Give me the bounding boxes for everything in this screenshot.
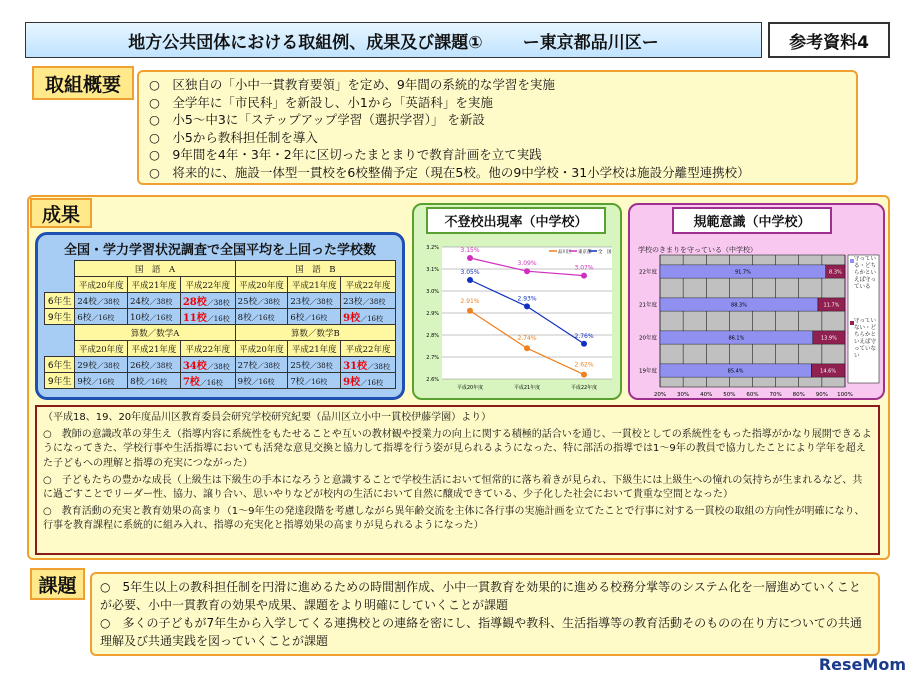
school-count: 9校: [343, 377, 361, 388]
data-label: 88.3%: [731, 302, 747, 309]
effects-item: ○ 教師の意識改革の芽生え（指導内容に系統性をもたせることや互いの教材観や授業力の向上に関する積極的話合いを通じ、一貫校としての系統性をもった指導がかなり展開できるようになってきた、学校行事や生活指導においても活発な意見交換と協力して指導を行う姿が見られるようになった、特に部活の指導では1～9年の教員で協力したことにより学年を超えた子どもへの理解と指導の充実につながった）: [43, 429, 872, 469]
blank-cell: [45, 261, 75, 277]
blank-cell: [45, 341, 75, 357]
effects-text: [35, 405, 880, 555]
table-cell: [75, 357, 128, 373]
y-tick-label: 2.7%: [426, 355, 439, 361]
overview-item: ○ 区独自の「小中一貫教育要領」を定め、9年間の系統的な学習を実施: [149, 77, 555, 92]
bar-chart-subtitle: 学校のきまりを守っている（中学校）: [638, 246, 757, 254]
overview-item: ○ 将来的に、施設一体型一貫校を6校整備予定（現在5校。他の9中学校・31小学校は施設分離型連携校）: [149, 164, 750, 180]
line-chart-title: 不登校出現率（中学校）: [426, 207, 606, 234]
data-point: [524, 303, 530, 309]
table-cell: [288, 373, 341, 389]
y-tick-label: 22年度: [639, 269, 657, 276]
y-tick-label: 2.9%: [426, 311, 439, 317]
y-tick-label: 21年度: [639, 302, 657, 309]
x-tick-label: 70%: [769, 392, 782, 398]
bar-chart: [630, 251, 883, 401]
year-header: 平成20年度: [235, 277, 288, 293]
data-label: 91.7%: [734, 269, 751, 276]
school-count: 24校: [130, 296, 150, 307]
school-count: 24校: [77, 296, 97, 307]
data-label: 3.15%: [460, 247, 480, 254]
school-total: ／16校: [304, 377, 328, 386]
school-total: ／38校: [257, 361, 280, 370]
school-count: 11校: [182, 313, 207, 324]
y-tick-label: 3.2%: [426, 245, 439, 251]
school-total: ／38校: [149, 361, 173, 370]
table-cell: [180, 309, 235, 325]
legend-label: 守っている・どちらかといえば守っている: [854, 256, 877, 290]
school-count: 31校: [343, 361, 368, 372]
table-cell: [341, 293, 396, 309]
school-count: 8校: [237, 312, 252, 323]
table-cell: [75, 309, 128, 325]
school-count: 29校: [77, 360, 97, 371]
reference-label: 参考資料4: [768, 22, 890, 58]
school-total: ／16校: [91, 377, 115, 386]
school-count: 10校: [130, 312, 150, 323]
school-total: ／38校: [206, 299, 230, 307]
legend-label: 全 国: [598, 250, 612, 255]
school-total: ／16校: [304, 313, 328, 322]
x-tick-label: 平成20年度: [456, 385, 484, 391]
school-total: ／16校: [199, 379, 223, 387]
school-total: ／16校: [360, 379, 383, 387]
school-total: ／16校: [91, 313, 115, 322]
table-title: 全国・学力学習状況調査で全国平均を上回った学校数: [63, 243, 376, 258]
x-tick-label: 30%: [677, 392, 690, 398]
year-header: 平成22年度: [180, 277, 235, 293]
y-tick-label: 2.6%: [426, 377, 439, 383]
data-point: [524, 345, 530, 351]
school-total: ／38校: [362, 297, 386, 306]
school-count: 25校: [237, 296, 257, 307]
school-total: ／38校: [309, 297, 333, 306]
table-cell: [235, 357, 288, 373]
school-count: 8校: [130, 376, 145, 387]
absence-chart-panel: [412, 203, 622, 400]
score-table-panel: [35, 232, 405, 400]
overview-label: 取組概要: [32, 66, 134, 100]
school-count: 23校: [290, 296, 310, 307]
data-label: 11.7%: [823, 302, 840, 309]
x-tick-label: 平成22年度: [570, 385, 598, 391]
year-header: 平成21年度: [288, 277, 341, 293]
results-label: 成果: [30, 198, 92, 228]
table-cell: [180, 373, 235, 389]
overview-item: ○ 全学年に「市民科」を新設し、小1から「英語科」を実施: [149, 94, 493, 110]
y-tick-label: 3.1%: [426, 267, 439, 273]
legend-label: 守っていない・どちらかといえば守っていない: [854, 318, 877, 359]
y-tick-label: 19年度: [639, 368, 657, 375]
school-total: ／38校: [96, 297, 120, 306]
table-cell: [341, 357, 396, 373]
table-cell: [235, 309, 288, 325]
school-count: 34校: [182, 361, 207, 372]
school-total: ／38校: [96, 361, 120, 370]
year-header: 平成22年度: [180, 341, 235, 357]
table-cell: [128, 293, 181, 309]
data-point: [467, 308, 473, 314]
y-tick-label: 3.0%: [426, 289, 439, 295]
school-total: ／16校: [360, 315, 383, 323]
overview-item: ○ 小5～中3に「ステップアップ学習（選択学習）」 を新設: [149, 112, 485, 127]
x-tick-label: 40%: [700, 392, 713, 398]
issue-item: ○ 5年生以上の教科担任制を円滑に進めるための時間割作成、小中一貫教育を効果的に進める校務分掌等のシステム化を一層進めていくことが必要、小中一貫教育の効果や成果、課題をより明確にしていくことが課題: [100, 580, 861, 612]
data-label: 2.74%: [517, 335, 537, 343]
table-cell: [288, 309, 341, 325]
overview-box: [137, 70, 858, 185]
table-cell: [341, 309, 396, 325]
table-cell: [75, 373, 128, 389]
data-label: 3.07%: [574, 264, 594, 272]
school-count: 6校: [77, 312, 92, 323]
table-cell: [288, 293, 341, 309]
legend-label: 東京都: [578, 250, 592, 255]
data-label: 2.93%: [517, 295, 537, 303]
year-header: 平成20年度: [75, 277, 128, 293]
blank-cell: [45, 325, 75, 341]
year-header: 平成21年度: [128, 277, 181, 293]
grade-label: 6年生: [45, 293, 75, 309]
year-header: 平成22年度: [341, 277, 396, 293]
data-label: 3.05%: [460, 269, 480, 276]
data-label: 2.91%: [460, 297, 480, 305]
school-total: ／38校: [206, 363, 230, 371]
x-tick-label: 60%: [746, 392, 759, 398]
grade-label: 9年生: [45, 373, 75, 389]
school-count: 7校: [290, 376, 305, 387]
school-count: 26校: [130, 360, 150, 371]
subject-header: 算数／数学A: [75, 325, 235, 341]
table-cell: [180, 357, 235, 373]
school-count: 7校: [182, 377, 200, 388]
table-cell: [180, 293, 235, 309]
overview-item: ○ 小5から教科担任制を導入: [149, 129, 318, 145]
table-cell: [288, 357, 341, 373]
norm-chart-panel: [628, 203, 885, 400]
overview-item: ○ 9年間を4年・3年・2年に区切ったまとまりで教育計画を立て実践: [149, 147, 542, 162]
region-text: ー東京都品川区ー: [522, 32, 659, 53]
x-tick-label: 平成21年度: [513, 385, 541, 391]
x-tick-label: 20%: [653, 392, 667, 398]
year-header: 平成20年度: [235, 341, 288, 357]
data-label: 14.6%: [820, 368, 837, 375]
data-point: [467, 255, 473, 261]
table-cell: [341, 373, 396, 389]
school-total: ／38校: [257, 297, 280, 306]
legend-label: 品川区: [558, 250, 572, 255]
data-label: 86.1%: [728, 335, 745, 342]
x-tick-label: 100%: [837, 392, 853, 398]
effects-item: ○ 教育活動の充実と教育効果の高まり（1～9年生の発達段階を考慮しながら異年齢交流を主体に各行事の実施計画を立てたことで行事に対する一貫校の取組の方向性が明確になり、行事を教育課程に系統的に組み入れ、指導の充実化と指導効果の高まりが見られるようになった）: [43, 506, 865, 532]
issues-label: 課題: [30, 568, 85, 600]
subject-header: 算数／数学B: [235, 325, 395, 341]
data-label: 3.09%: [517, 260, 537, 268]
data-label: 13.9%: [820, 335, 837, 342]
school-count: 9校: [77, 376, 92, 387]
school-total: ／16校: [251, 377, 275, 386]
school-total: ／16校: [206, 315, 230, 323]
issues-box: [90, 572, 880, 656]
subject-header: 国 語 B: [235, 261, 395, 277]
school-count: 25校: [290, 360, 310, 371]
x-tick-label: 90%: [815, 392, 828, 398]
issue-item: ○ 多くの子どもが7年生から入学してくる連携校との連絡を密にし、指導観や教科、生活指導等の教育活動そのものの在り方についての共通理解及び共通実践を図っていくことが課題: [100, 616, 862, 648]
table-cell: [128, 373, 181, 389]
data-point: [581, 273, 587, 279]
school-count: 9校: [343, 313, 361, 324]
data-point: [581, 372, 587, 378]
school-total: ／38校: [367, 363, 390, 371]
effects-source: （平成18、19、20年度品川区教育委員会研究学校研究紀要（品川区立小中一貫校伊藤学園）より）: [43, 412, 492, 423]
school-count: 28校: [182, 297, 207, 308]
effects-item: ○ 子どもたちの豊かな成長（上級生は下級生の手本になろうと意識することで学校生活において恒常的に落ち着きが見られ、下級生には上級生への憧れの気持ちが生まれるなど、共に過ごすことでリーダー性、協力、譲り合い、思いやりなどが校内の生活において自然に醸成できている、少子化した社会において貴重な空間となった）: [43, 474, 863, 501]
y-tick-label: 20年度: [639, 335, 657, 342]
school-total: ／38校: [309, 361, 333, 370]
year-header: 平成21年度: [128, 341, 181, 357]
data-label: 8.3%: [829, 269, 842, 276]
year-header: 平成21年度: [288, 341, 341, 357]
title-text: 地方公共団体における取組例、成果及び課題①: [128, 32, 483, 53]
year-header: 平成22年度: [341, 341, 396, 357]
table-cell: [235, 293, 288, 309]
x-tick-label: 50%: [723, 392, 736, 398]
grade-label: 6年生: [45, 357, 75, 373]
school-total: ／16校: [149, 313, 173, 322]
school-total: ／16校: [144, 377, 167, 386]
data-label: 2.76%: [574, 332, 594, 340]
table-cell: [75, 293, 128, 309]
data-point: [467, 277, 473, 283]
data-label: 85.4%: [727, 368, 744, 375]
table-cell: [128, 309, 181, 325]
resemom-logo: ReseMom: [818, 655, 906, 674]
school-total: ／38校: [149, 297, 173, 306]
data-label: 2.62%: [574, 361, 594, 369]
line-chart: [414, 229, 620, 399]
year-header: 平成20年度: [75, 341, 128, 357]
table-cell: [128, 357, 181, 373]
page-title: [25, 22, 762, 58]
school-count: 9校: [237, 376, 252, 387]
school-total: ／16校: [251, 313, 275, 322]
data-point: [581, 341, 587, 347]
score-table: [44, 260, 396, 389]
school-count: 6校: [290, 312, 305, 323]
table-cell: [235, 373, 288, 389]
school-count: 23校: [343, 296, 363, 307]
subject-header: 国 語 A: [75, 261, 235, 277]
bar-chart-title: 規範意識（中学校）: [672, 207, 832, 234]
grade-label: 9年生: [45, 309, 75, 325]
y-tick-label: 2.8%: [426, 333, 439, 339]
school-count: 27校: [237, 360, 257, 371]
data-point: [524, 268, 530, 274]
x-tick-label: 80%: [792, 392, 805, 398]
blank-cell: [45, 277, 75, 293]
